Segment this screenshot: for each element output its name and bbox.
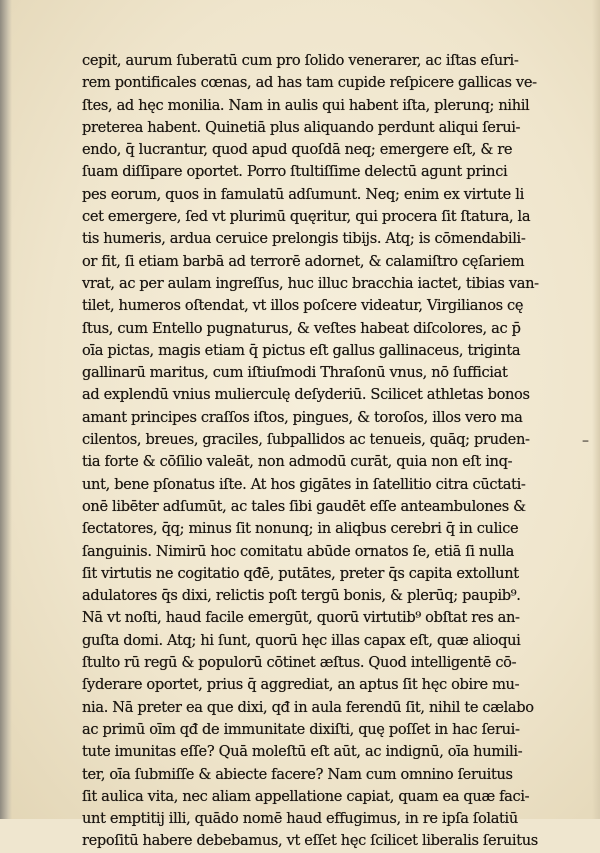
page-gutter-shadow bbox=[0, 0, 12, 819]
text-line: tia forte & cōſilio valeāt, non admodū curāt, quia non eſt inq- bbox=[82, 453, 513, 471]
text-line: ſit virtutis ne cogitatio qđē, putātes, preter q̄s capita extollunt bbox=[82, 564, 519, 582]
text-line: preterea habent. Quinetiā plus aliquando perdunt aliqui ſerui- bbox=[82, 118, 521, 136]
text-line: ad explendū vnius mulierculę deſyderiū. Scilicet athletas bonos bbox=[82, 386, 530, 404]
text-line: Nā vt noſti, haud facile emergūt, quorū virtutib⁹ obſtat res an- bbox=[82, 609, 520, 627]
text-line: vrat, ac per aulam ingreſſus, huc illuc bracchia iactet, tibias van- bbox=[82, 274, 539, 292]
text-line: ſtes, ad hęc monilia. Nam in aulis qui habent iſta, plerunq; nihil bbox=[82, 96, 530, 114]
text-line: cet emergere, ſed vt plurimū quęritur, qui procera ſit ſtatura, la bbox=[82, 208, 531, 226]
text-line: gallinarū maritus, cum iſtiuſmodi Thraſonū vnus, nō ſufficiat bbox=[82, 364, 508, 382]
text-line: or fit, ſi etiam barbā ad terrorē adornet, & calamiſtro cęſariem bbox=[82, 252, 525, 270]
text-block bbox=[82, 50, 544, 853]
text-line: ſyderare oportet, prius q̄ aggrediat, an aptus ſit hęc obire mu- bbox=[82, 676, 520, 694]
text-line: ſtulto rū regū & populorū cōtinet æſtus. Quod intelligentē cō- bbox=[82, 654, 517, 672]
text-line: tilet, humeros oſtendat, vt illos poſcere videatur, Virgilianos cę bbox=[82, 297, 524, 315]
page-edge bbox=[592, 0, 600, 819]
text-line: ſuam diſſipare oportet. Porro ſtultiſſime delectū agunt princi bbox=[82, 163, 508, 181]
text-line: unt emptitij illi, quādo nomē haud effugimus, in re ipſa ſolatiū bbox=[82, 810, 518, 828]
text-line: onē libēter adſumūt, ac tales ſibi gaudēt eſſe anteambulones & bbox=[82, 497, 526, 515]
text-line: ſtus, cum Entello pugnaturus, & veſtes habeat diſcolores, ac p̄ bbox=[82, 319, 521, 337]
text-line: guſta domi. Atq; hi ſunt, quorū hęc illas capax eſt, quæ alioqui bbox=[82, 631, 521, 649]
text-line: unt, bene pſonatus iſte. At hos gigātes in ſatellitio citra cūctati- bbox=[82, 475, 526, 493]
text-line: cilentos, breues, graciles, ſubpallidos ac tenueis, quāq; pruden- bbox=[82, 431, 530, 449]
text-line: ſit aulica vita, nec aliam appellatione capiat, quam ea quæ faci- bbox=[82, 787, 530, 805]
text-line: ac primū oīm qđ de immunitate dixiſti, quę poſſet in hac ſerui- bbox=[82, 720, 520, 738]
text-line: repoſitū habere debebamus, vt eſſet hęc ſcilicet liberalis ſeruitus bbox=[82, 832, 538, 850]
text-line: rem pontificales cœnas, ad has tam cupide reſpicere gallicas ve- bbox=[82, 74, 537, 92]
text-line: ter, oīa ſubmiſſe & abiecte facere? Nam cum omnino ſeruitus bbox=[82, 765, 513, 783]
text-line: oīa pictas, magis etiam q̄ pictus eſt gallus gallinaceus, triginta bbox=[82, 341, 521, 359]
text-line: amant principes craſſos iſtos, pingues, & toroſos, illos vero ma bbox=[82, 408, 523, 426]
text-line: tis humeris, ardua ceruice prelongis tibijs. Atq; is cōmendabili- bbox=[82, 230, 526, 248]
text-line: adulatores q̄s dixi, relictis poſt tergū bonis, & plerūq; paupib⁹. bbox=[82, 587, 521, 605]
text-line: ſanguinis. Nimirū hoc comitatu abūde ornatos ſe, etiā ſi nulla bbox=[82, 542, 514, 560]
text-line: nia. Nā preter ea que dixi, qđ in aula ferendū ſit, nihil te cælabo bbox=[82, 698, 534, 716]
margin-mark: – bbox=[582, 433, 589, 449]
text-line: tute imunitas eſſe? Quā moleſtū eſt aūt, ac indignū, oīa humili- bbox=[82, 743, 523, 761]
text-line: cepit, aurum ſuberatū cum pro ſolido venerarer, ac iſtas eſuri- bbox=[82, 52, 519, 69]
text-line: pes eorum, quos in famulatū adſumunt. Neq; enim ex virtute li bbox=[82, 185, 524, 203]
text-line: endo, q̄ lucrantur, quod apud quoſdā neq; emergere eſt, & re bbox=[82, 141, 513, 159]
text-line: ſectatores, q̄q; minus ſit nonunq; in aliqbus cerebri q̄ in culice bbox=[82, 520, 519, 538]
